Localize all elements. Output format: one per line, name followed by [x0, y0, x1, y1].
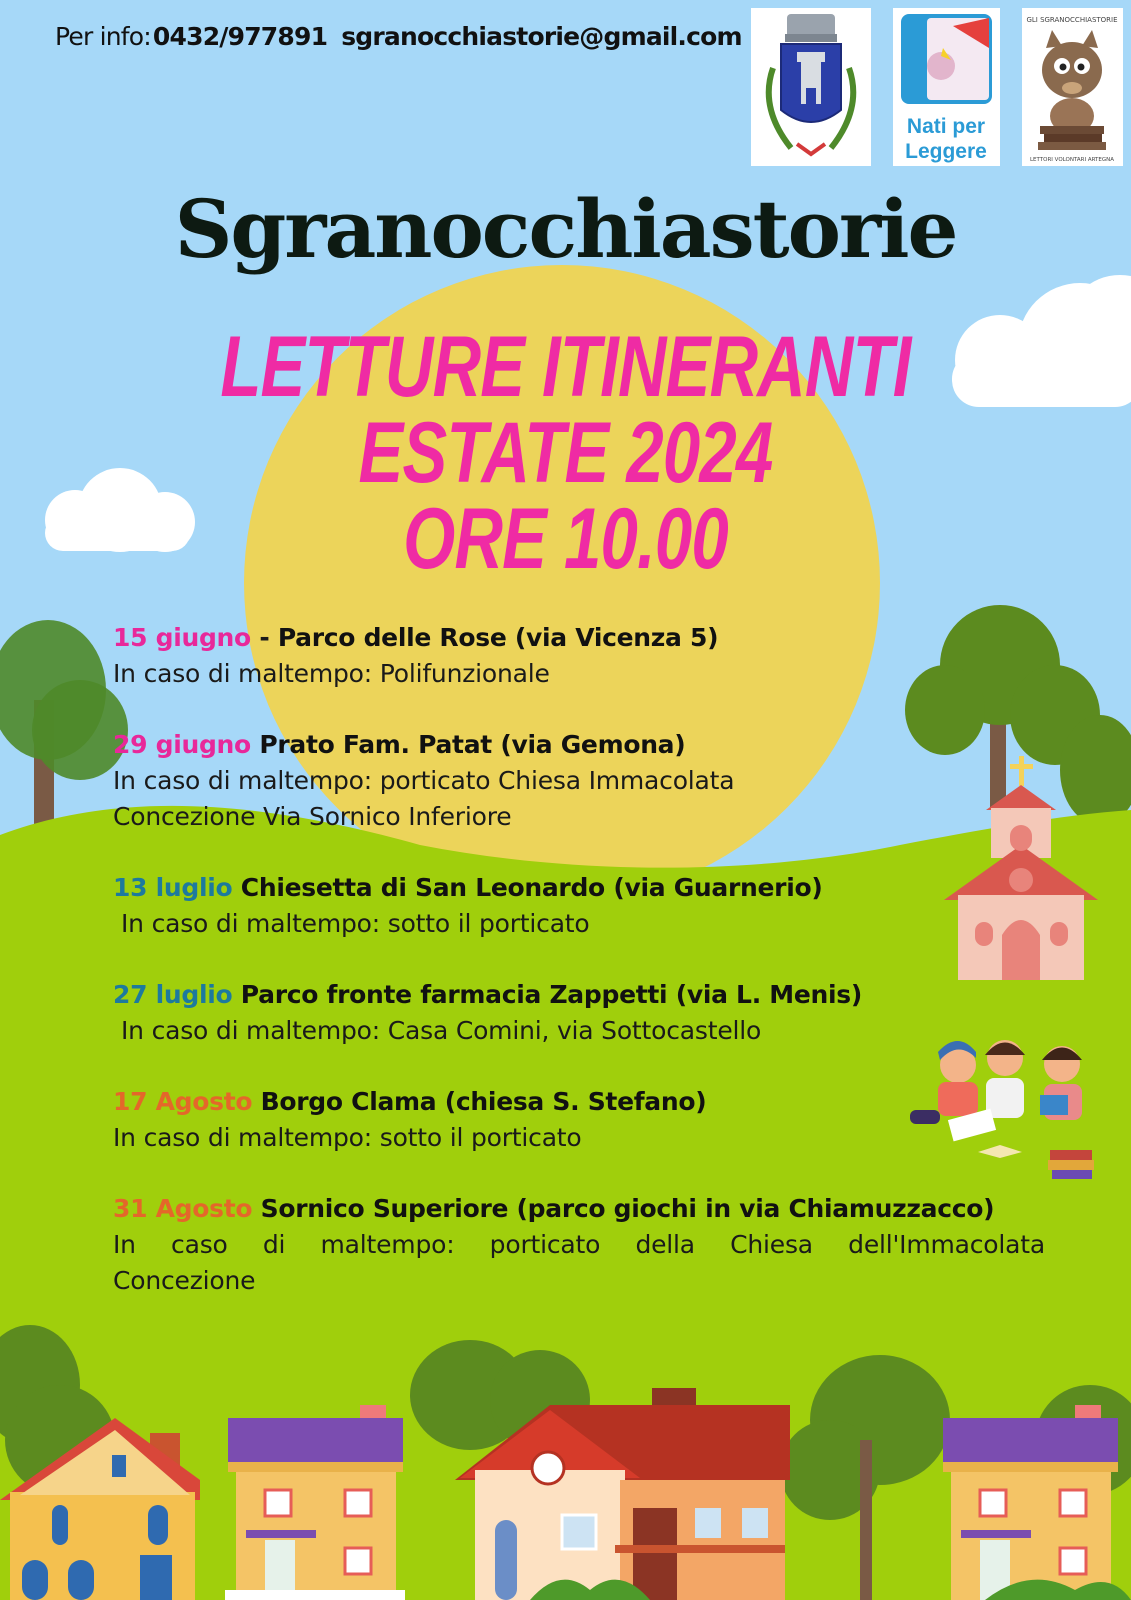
event-place: Sornico Superiore (parco giochi in via Chiamuzzacco) [252, 1194, 995, 1223]
event-weather-note: In caso di maltempo: sotto il porticato [113, 1123, 582, 1152]
nati-per-leggere-logo [893, 8, 1000, 166]
event-item [113, 1191, 1045, 1299]
event-item [113, 620, 1045, 692]
logo-top-text: GLI SGRANOCCHIASTORIE [1026, 16, 1118, 24]
event-place: Parco fronte farmacia Zappetti (via L. Menis) [232, 980, 862, 1009]
event-weather-note: In caso di maltempo: porticato Chiesa Immacolata Concezione Via Sornico Inferiore [113, 766, 735, 831]
page-title: Sgranocchiastorie [174, 182, 957, 276]
event-weather-note: In caso di maltempo: porticato della Chiesa dell'Immacolata Concezione [113, 1230, 1045, 1295]
subtitle-line-3: ORE 10.00 [403, 491, 728, 587]
event-date: 27 luglio [113, 980, 233, 1009]
event-date: 29 giugno [113, 730, 251, 759]
sgranocchiastorie-logo [1022, 8, 1123, 166]
coat-of-arms-icon [751, 8, 871, 166]
event-date: 17 Agosto [113, 1087, 253, 1116]
event-item [113, 1084, 1045, 1156]
event-item [113, 977, 1045, 1049]
nati-per-leggere-line1: Nati per [906, 115, 986, 138]
event-heading [113, 1084, 1045, 1120]
event-item [113, 727, 1045, 835]
squirrel-icon [1022, 8, 1123, 166]
info-label: Per info: [55, 22, 151, 51]
house-4 [943, 1405, 1131, 1600]
event-item [113, 870, 1045, 942]
subtitle-line-2: ESTATE 2024 [358, 405, 773, 501]
coat-of-arms-logo [751, 8, 871, 166]
logo-bottom-text: LETTORI VOLONTARI ARTEGNA [1029, 157, 1115, 163]
event-date: 15 giugno [113, 623, 251, 652]
event-heading [113, 727, 1045, 763]
event-place: Chiesetta di San Leonardo (via Guarnerio) [232, 873, 823, 902]
email-address: sgranocchiastorie@gmail.com [341, 22, 742, 51]
event-weather-note: In caso di maltempo: Casa Comini, via Sottocastello [121, 1016, 762, 1045]
event-date: 13 luglio [113, 873, 233, 902]
event-weather-note: In caso di maltempo: sotto il porticato [121, 909, 590, 938]
reading-child-icon [893, 8, 1000, 166]
event-weather-note: In caso di maltempo: Polifunzionale [113, 659, 550, 688]
event-place: Prato Fam. Patat (via Gemona) [250, 730, 686, 759]
event-separator: - [250, 623, 278, 652]
event-list [113, 620, 1045, 1334]
event-date: 31 Agosto [113, 1194, 253, 1223]
event-place: Parco delle Rose (via Vicenza 5) [277, 623, 719, 652]
event-heading [113, 870, 1045, 906]
phone-number: 0432/977891 [152, 22, 328, 51]
nati-per-leggere-line2: Leggere [905, 140, 987, 163]
contact-info [55, 22, 742, 51]
subtitle-line-1: LETTURE ITINERANTI [220, 319, 911, 415]
event-heading [113, 620, 1045, 656]
event-place: Borgo Clama (chiesa S. Stefano) [252, 1087, 707, 1116]
house-2 [225, 1405, 405, 1600]
event-heading [113, 977, 1045, 1013]
event-heading [113, 1191, 1045, 1227]
